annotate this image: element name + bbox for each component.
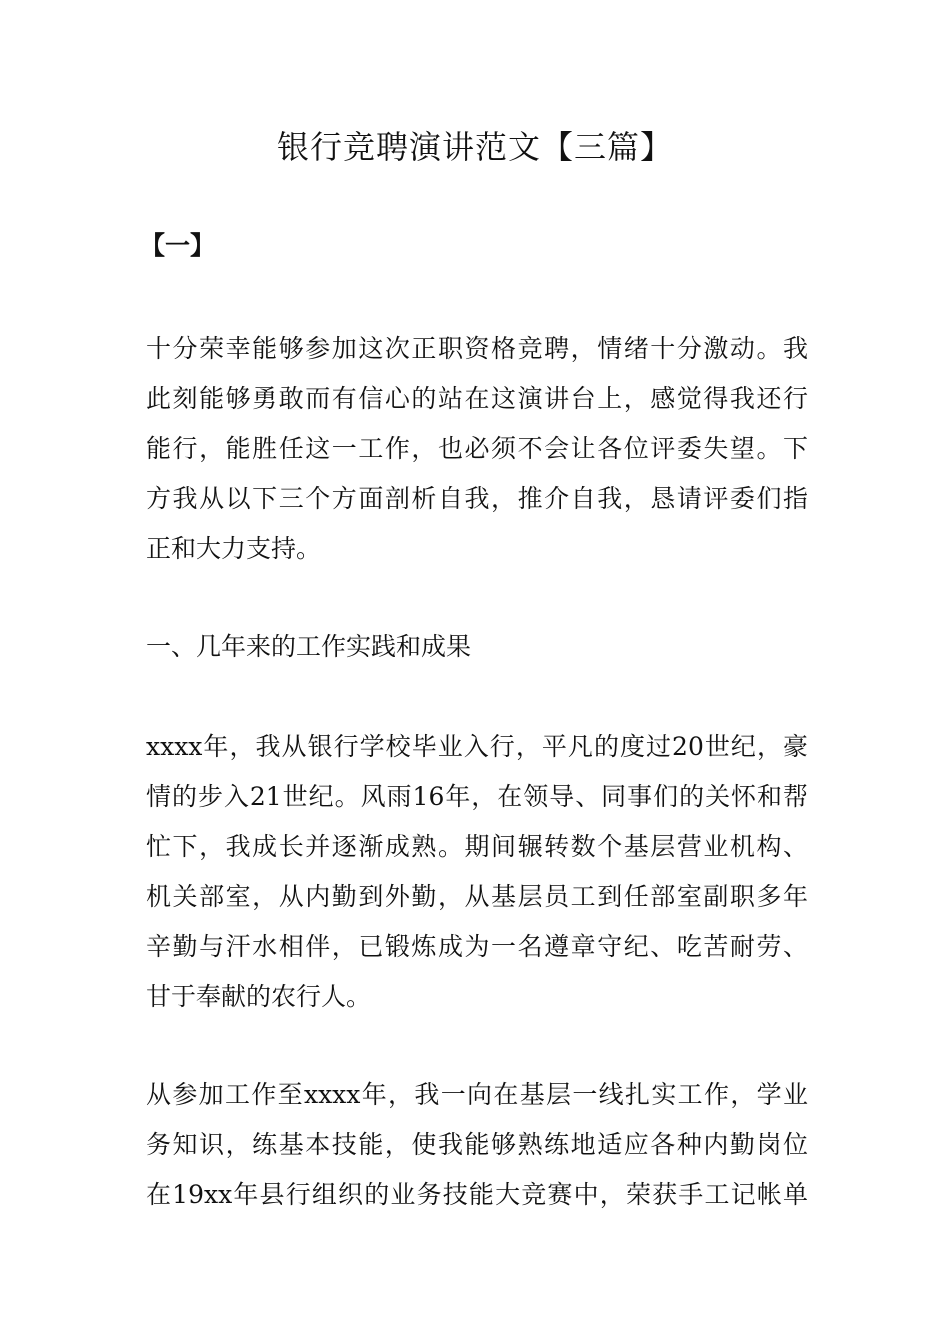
paragraph-line: 在19xx年县行组织的业务技能大竞赛中，荣获手工记帐单 xyxy=(146,1180,808,1209)
paragraph-line: 能行，能胜任这一工作，也必须不会让各位评委失望。下 xyxy=(146,434,808,463)
paragraph-line: 正和大力支持。 xyxy=(146,534,322,563)
paragraph-line: 一、几年来的工作实践和成果 xyxy=(146,632,472,661)
paragraph-line: 从参加工作至xxxx年，我一向在基层一线扎实工作，学业 xyxy=(146,1080,808,1109)
document-title: 银行竞聘演讲范文【三篇】 xyxy=(276,128,673,166)
subheading-work-practice xyxy=(146,622,808,672)
paragraph-line: 甘于奉献的农行人。 xyxy=(146,982,372,1011)
paragraph-line: 此刻能够勇敢而有信心的站在这演讲台上，感觉得我还行 xyxy=(146,384,808,413)
paragraph-line: 务知识，练基本技能，使我能够熟练地适应各种内勤岗位 xyxy=(146,1130,808,1159)
paragraph-intro xyxy=(146,324,808,574)
paragraph-frontline xyxy=(146,1070,808,1220)
paragraph-line: xxxx年，我从银行学校毕业入行，平凡的度过20世纪，豪 xyxy=(146,732,808,761)
paragraph-line: 忙下，我成长并逐渐成熟。期间辗转数个基层营业机构、 xyxy=(146,832,808,861)
paragraph-line: 十分荣幸能够参加这次正职资格竞聘，情绪十分激动。我 xyxy=(146,334,808,363)
paragraph-career xyxy=(146,722,808,1022)
paragraph-line: 辛勤与汗水相伴，已锻炼成为一名遵章守纪、吃苦耐劳、 xyxy=(146,932,808,961)
paragraph-line: 机关部室，从内勤到外勤，从基层员工到任部室副职多年 xyxy=(146,882,808,911)
paragraph-line: 情的步入21世纪。风雨16年，在领导、同事们的关怀和帮 xyxy=(146,782,808,811)
paragraph-line: 方我从以下三个方面剖析自我，推介自我，恳请评委们指 xyxy=(146,484,808,513)
section-heading: 【一】 xyxy=(140,231,216,260)
